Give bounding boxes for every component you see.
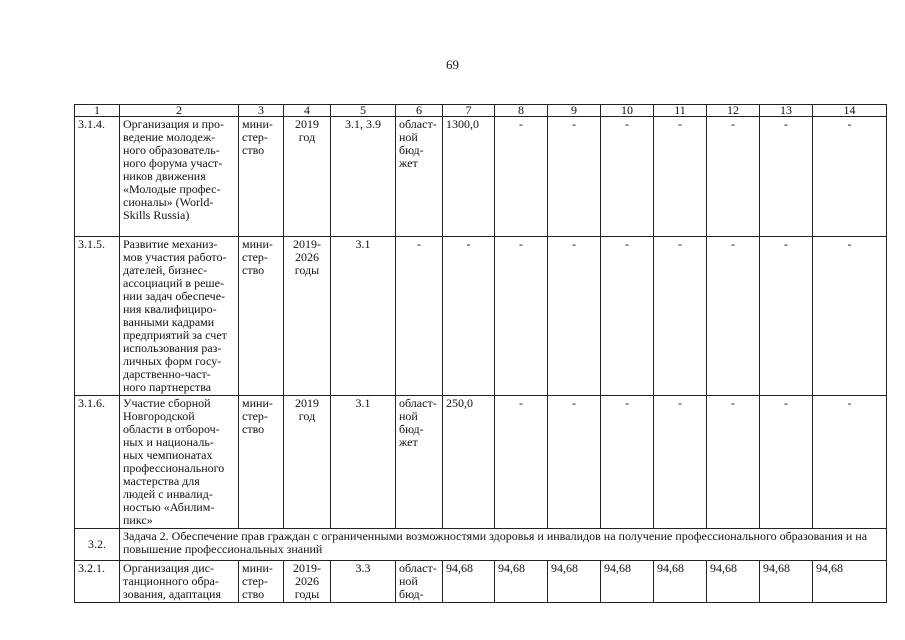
header-cell: 8 bbox=[495, 105, 548, 117]
funding-value: - bbox=[707, 117, 760, 237]
period: 2019 год bbox=[284, 117, 331, 237]
task-description: Задача 2. Обеспечение прав граждан с ограниченными возможностями здоровья и инвалидов на получение профессионального образования и на повышение профессиональных знаний bbox=[120, 529, 887, 561]
table-row bbox=[75, 396, 887, 529]
row-number: 3.2.1. bbox=[75, 561, 120, 603]
funding-value: 94,68 bbox=[548, 561, 601, 603]
funding-value: 250,0 bbox=[443, 396, 495, 529]
funding-source: област- ной бюд- жет bbox=[396, 117, 443, 237]
funding-source: област- ной бюд- bbox=[396, 561, 443, 603]
activity-name: Участие сборной Новгородской области в отбороч- ных и националь- ных чемпионатах профессионального мастерства для людей с инвалид- ностью «Абилим- пикс» bbox=[120, 396, 239, 529]
funding-value: - bbox=[495, 117, 548, 237]
funding-value: 94,68 bbox=[760, 561, 813, 603]
header-cell: 4 bbox=[284, 105, 331, 117]
funding-value: - bbox=[654, 117, 707, 237]
header-cell: 6 bbox=[396, 105, 443, 117]
executor: мини- стер- ство bbox=[239, 396, 284, 529]
table-row bbox=[75, 237, 887, 396]
header-cell: 5 bbox=[331, 105, 396, 117]
period: 2019- 2026 годы bbox=[284, 561, 331, 603]
header-cell: 13 bbox=[760, 105, 813, 117]
funding-value: - bbox=[654, 396, 707, 529]
period: 2019 год bbox=[284, 396, 331, 529]
funding-value: - bbox=[548, 396, 601, 529]
column-number-header bbox=[75, 105, 887, 117]
funding-value: - bbox=[601, 396, 654, 529]
header-cell: 11 bbox=[654, 105, 707, 117]
activity-name: Организация дис- танционного обра- зования, адаптация bbox=[120, 561, 239, 603]
executor: мини- стер- ство bbox=[239, 561, 284, 603]
header-cell: 14 bbox=[813, 105, 887, 117]
header-cell: 1 bbox=[75, 105, 120, 117]
funding-value: - bbox=[707, 396, 760, 529]
funding-source: област- ной бюд- жет bbox=[396, 396, 443, 529]
task-number: 3.2. bbox=[75, 529, 120, 561]
activity-name: Развитие механиз- мов участия работо- дателей, бизнес- ассоциаций в реше- нии задач обеспече- ния квалифициро- ванными кадрами предприятий за счет использования раз- личных форм госу- дарственно-част- ного партнерства bbox=[120, 237, 239, 396]
funding-value: 94,68 bbox=[495, 561, 548, 603]
row-number: 3.1.6. bbox=[75, 396, 120, 529]
funding-value: 94,68 bbox=[813, 561, 887, 603]
activity-name: Организация и про- ведение молодеж- ного образователь- ного форума участ- ников движения «Молодые профес- сионалы» (World- Skills Russia) bbox=[120, 117, 239, 237]
funding-value: - bbox=[813, 117, 887, 237]
funding-value: - bbox=[760, 396, 813, 529]
target-indicator: 3.3 bbox=[331, 561, 396, 603]
funding-value: - bbox=[495, 237, 548, 396]
row-number: 3.1.4. bbox=[75, 117, 120, 237]
funding-value: - bbox=[495, 396, 548, 529]
funding-value: - bbox=[443, 237, 495, 396]
executor: мини- стер- ство bbox=[239, 117, 284, 237]
funding-value: - bbox=[548, 237, 601, 396]
header-cell: 10 bbox=[601, 105, 654, 117]
funding-value: 94,68 bbox=[601, 561, 654, 603]
program-activities-table bbox=[74, 104, 887, 603]
row-number: 3.1.5. bbox=[75, 237, 120, 396]
funding-value: 94,68 bbox=[707, 561, 760, 603]
funding-value: - bbox=[548, 117, 601, 237]
funding-value: - bbox=[813, 396, 887, 529]
executor: мини- стер- ство bbox=[239, 237, 284, 396]
period: 2019- 2026 годы bbox=[284, 237, 331, 396]
funding-value: 1300,0 bbox=[443, 117, 495, 237]
funding-value: - bbox=[601, 117, 654, 237]
funding-source: - bbox=[396, 237, 443, 396]
funding-value: - bbox=[707, 237, 760, 396]
funding-value: - bbox=[813, 237, 887, 396]
funding-value: - bbox=[654, 237, 707, 396]
funding-value: - bbox=[601, 237, 654, 396]
target-indicator: 3.1, 3.9 bbox=[331, 117, 396, 237]
header-cell: 12 bbox=[707, 105, 760, 117]
funding-value: - bbox=[760, 237, 813, 396]
page-number: 69 bbox=[446, 57, 459, 72]
funding-value: - bbox=[760, 117, 813, 237]
target-indicator: 3.1 bbox=[331, 237, 396, 396]
task-row bbox=[75, 529, 887, 561]
document-table-area bbox=[74, 103, 868, 601]
header-cell: 9 bbox=[548, 105, 601, 117]
header-cell: 2 bbox=[120, 105, 239, 117]
funding-value: 94,68 bbox=[654, 561, 707, 603]
target-indicator: 3.1 bbox=[331, 396, 396, 529]
table-row bbox=[75, 117, 887, 237]
header-cell: 7 bbox=[443, 105, 495, 117]
funding-value: 94,68 bbox=[443, 561, 495, 603]
header-cell: 3 bbox=[239, 105, 284, 117]
table-row bbox=[75, 561, 887, 603]
